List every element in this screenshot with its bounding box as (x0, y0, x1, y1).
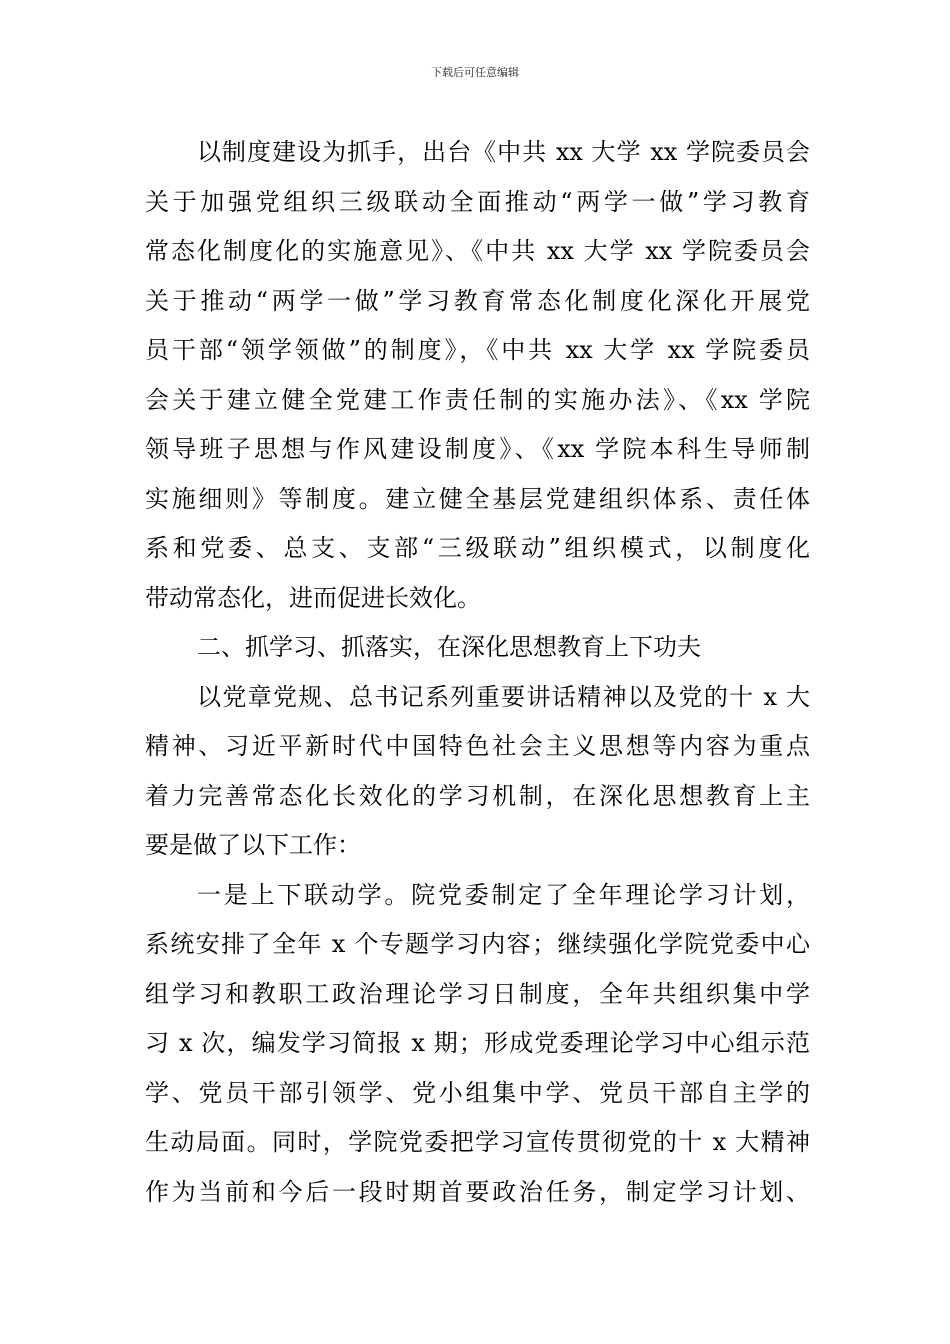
text-line: 以党章党规、总书记系列重要讲话精神以及党的十 x 大 (197, 682, 810, 711)
text-line: 习 x 次，编发学习简报 x 期；形成党委理论学习中心组示范 (145, 1029, 810, 1057)
text-line: 一是上下联动学。院党委制定了全年理论学习计划， (197, 880, 810, 909)
text-line: 组学习和教职工政治理论学习日制度，全年共组织集中学 (145, 979, 810, 1008)
text-line: 会关于建立健全党建工作责任制的实施办法》、《xx 学院 (145, 385, 810, 414)
page-header: 下载后可任意编辑 (431, 66, 519, 79)
text-line: 学、党员干部引领学、党小组集中学、党员干部自主学的 (145, 1078, 810, 1107)
text-line: 系和党委、总支、支部“三级联动”组织模式，以制度化 (145, 534, 810, 562)
text-line: 着力完善常态化长效化的学习机制，在深化思想教育上主 (145, 781, 810, 810)
text-line: 生动局面。同时，学院党委把学习宣传贯彻党的十 x 大精神 (145, 1128, 810, 1156)
text-line: 二、抓学习、抓落实，在深化思想教育上下功夫 (197, 633, 701, 661)
document-body (145, 128, 810, 1217)
text-line: 要是做了以下工作： (145, 831, 361, 859)
text-line: 实施细则》等制度。建立健全基层党建组织体系、责任体 (145, 484, 810, 513)
text-line: 作为当前和今后一段时期首要政治任务，制定学习计划、 (145, 1177, 810, 1206)
text-line: 员干部“领学领做”的制度》，《中共 xx 大学 xx 学院委员 (145, 336, 810, 364)
text-line: 精神、习近平新时代中国特色社会主义思想等内容为重点 (145, 732, 810, 760)
text-line: 关于推动“两学一做”学习教育常态化制度化深化开展党 (145, 286, 810, 315)
text-line: 以制度建设为抓手，出台《中共 xx 大学 xx 学院委员会 (197, 138, 810, 166)
text-line: 带动常态化，进而促进长效化。 (145, 583, 481, 612)
text-line: 领导班子思想与作风建设制度》、《xx 学院本科生导师制 (145, 435, 810, 463)
text-line: 常态化制度化的实施意见》、《中共 xx 大学 xx 学院委员会 (145, 237, 810, 265)
text-line: 关于加强党组织三级联动全面推动“两学一做”学习教育 (145, 187, 810, 216)
text-line: 系统安排了全年 x 个专题学习内容；继续强化学院党委中心 (145, 930, 810, 958)
